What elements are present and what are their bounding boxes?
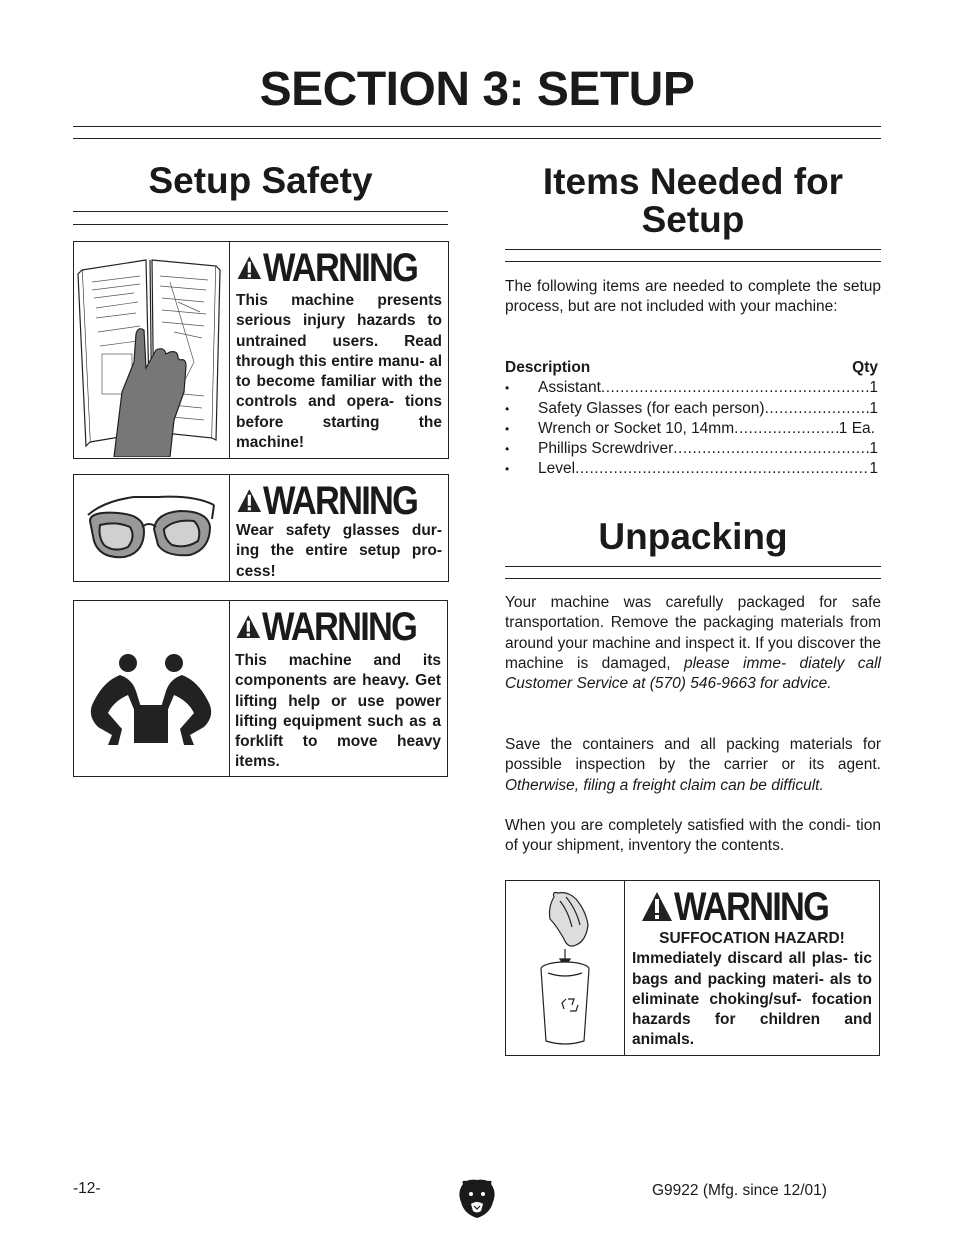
list-item: • Wrench or Socket 10, 14mm ..... 1 Ea. — [505, 419, 875, 439]
warning-label: WARNING — [262, 246, 417, 290]
alert-triangle-icon — [640, 890, 674, 924]
items-needed-heading-line2: Setup — [641, 199, 745, 240]
warning-box-suffocation — [505, 880, 880, 1056]
trash-bag-disposal-icon — [506, 881, 625, 1055]
warning-box-heavy — [73, 600, 448, 777]
list-item: • Phillips Screwdriver ..... 1 — [505, 439, 878, 459]
title-rule-top — [73, 126, 881, 127]
warning-text: This machine and its components are heavy. Get lifting help or use power lifting equipment such as a forklift to move heavy items. — [235, 652, 441, 771]
items-rule-bottom — [505, 261, 881, 262]
model-info: G9922 (Mfg. since 12/01) — [652, 1182, 827, 1199]
warning-header — [632, 885, 872, 929]
warning-text: Immediately discard all plas- tic bags and packing materi- als to eliminate choking/suf- focation hazards for children and animals. — [632, 950, 872, 1049]
alert-triangle-icon — [235, 610, 262, 644]
items-rule-top — [505, 249, 881, 250]
two-person-lift-icon — [74, 601, 230, 776]
unpacking-rule-top — [505, 566, 881, 567]
page-title: SECTION 3: SETUP — [259, 63, 695, 116]
unpacking-rule-bottom — [505, 578, 881, 579]
warning-title: SUFFOCATION HAZARD! — [659, 930, 845, 947]
alert-triangle-icon — [236, 251, 263, 285]
unpacking-paragraph-3: When you are completely satisfied with the condi- tion of your shipment, inventory the contents. — [505, 817, 881, 855]
warning-label: WARNING — [674, 885, 829, 929]
col-qty: Qty — [852, 359, 878, 376]
warning-box-glasses — [73, 474, 449, 582]
items-needed-heading-line1: Items Needed for — [542, 161, 844, 202]
items-list — [505, 358, 878, 480]
warning-label: WARNING — [261, 605, 416, 649]
warning-box-manual — [73, 241, 449, 459]
list-item: • Assistant ..... 1 — [505, 378, 878, 398]
page-number: -12- — [73, 1180, 101, 1197]
col-description: Description — [505, 359, 591, 376]
unpacking-heading: Unpacking — [598, 516, 788, 557]
warning-label: WARNING — [262, 479, 417, 523]
setup-safety-heading: Setup Safety — [148, 160, 373, 201]
setup-safety-rule-top — [73, 211, 448, 212]
manual-reading-icon — [74, 242, 230, 458]
setup-safety-rule-bottom — [73, 224, 448, 225]
warning-text: This machine presents serious injury hazards to untrained users. Read through this entire manu- al to become familiar with the controls and opera- tions before starting the machine! — [236, 292, 442, 452]
safety-glasses-icon — [74, 475, 230, 581]
title-rule-bottom — [73, 138, 881, 139]
grizzly-bear-logo-icon — [457, 1178, 497, 1220]
warning-text: Wear safety glasses dur- ing the entire setup pro- cess! — [236, 522, 442, 580]
items-list-header — [505, 358, 878, 378]
items-needed-heading — [505, 163, 881, 239]
list-item: • Safety Glasses (for each person) ..... 1 — [505, 399, 878, 419]
warning-header — [236, 479, 442, 523]
alert-triangle-icon — [236, 484, 263, 518]
items-intro: The following items are needed to complete the setup process, but are not included with your machine: — [505, 278, 881, 316]
unpacking-paragraph-1: Your machine was carefully packaged for safe transportation. Remove the packaging materials from around your machine and inspect it. If you discover the machine is damaged, please imme- diately call Customer Service at (570) 546-9663 for advice. — [505, 594, 881, 693]
warning-header — [236, 246, 442, 290]
warning-header — [235, 605, 441, 649]
unpacking-paragraph-2: Save the containers and all packing materials for possible inspection by the carrier or its agent. Otherwise, filing a freight claim can be difficult. — [505, 736, 881, 794]
list-item: • Level ..... 1 — [505, 459, 878, 479]
